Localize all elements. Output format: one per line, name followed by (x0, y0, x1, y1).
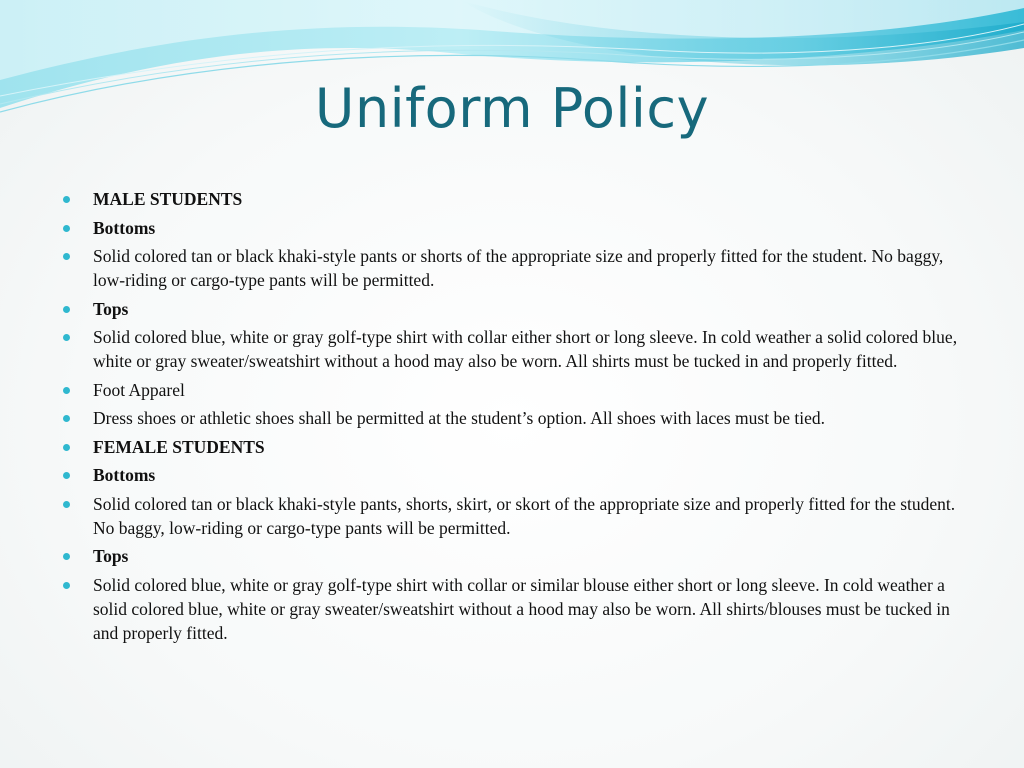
bullet-text: MALE STUDENTS (93, 189, 243, 209)
bullet-item (62, 216, 967, 240)
bullet-text: Bottoms (93, 465, 156, 485)
bullet-dot-icon (63, 253, 70, 260)
bullet-dot-icon (63, 444, 70, 451)
bullet-text: Bottoms (93, 217, 156, 238)
bullet-text: Dress shoes or athletic shoes shall be permitted at the student’s option. All shoes with laces must be tied. (93, 408, 825, 428)
bullet-item (62, 463, 967, 487)
bullet-text: Foot Apparel (93, 379, 185, 400)
bullet-text: Tops (93, 298, 129, 319)
bullet-dot-icon (63, 334, 70, 341)
bullet-dot-icon (63, 387, 70, 394)
bullet-text: Solid colored blue, white or gray golf-type shirt with collar either short or long sleeve. In cold weather a solid colored blue, white or gray sweater/sweatshirt without a hood may also be worn. All shirts must be tucked in and properly fitted. (93, 327, 958, 371)
bullet-text: Solid colored tan or black khaki-style pants or shorts of the appropriate size and properly fitted for the student. No baggy, low-riding or cargo-type pants will be permitted. (93, 246, 944, 290)
bullet-item (62, 244, 967, 292)
bullet-text: FEMALE STUDENTS (93, 436, 265, 457)
bullet-item (62, 492, 967, 540)
bullet-item (62, 325, 967, 373)
bullet-item (62, 297, 967, 321)
bullet-dot-icon (63, 415, 70, 422)
bullet-dot-icon (63, 553, 70, 560)
bullet-item (62, 406, 967, 430)
bullet-text: Tops (93, 546, 129, 566)
bullet-dot-icon (63, 472, 70, 479)
bullet-item (62, 435, 967, 459)
bullet-list (62, 187, 967, 649)
bullet-dot-icon (63, 196, 70, 203)
bullet-dot-icon (63, 225, 70, 232)
bullet-text: Solid colored blue, white or gray golf-type shirt with collar or similar blouse either short or long sleeve. In cold weather a solid colored blue, white or gray sweater/sweatshirt without a hood may also be worn. All shirts/blouses must be tucked in and properly fitted. (93, 574, 950, 643)
bullet-item (62, 378, 967, 402)
bullet-dot-icon (63, 582, 70, 589)
bullet-item (62, 544, 967, 568)
bullet-item (62, 187, 967, 211)
bullet-dot-icon (63, 306, 70, 313)
bullet-item (62, 573, 967, 645)
bullet-text: Solid colored tan or black khaki-style pants, shorts, skirt, or skort of the appropriate size and properly fitted for the student. No baggy, low-riding or cargo-type pants will be permitted. (93, 493, 956, 538)
bullet-dot-icon (63, 501, 70, 508)
slide-title: Uniform Policy (314, 77, 710, 140)
